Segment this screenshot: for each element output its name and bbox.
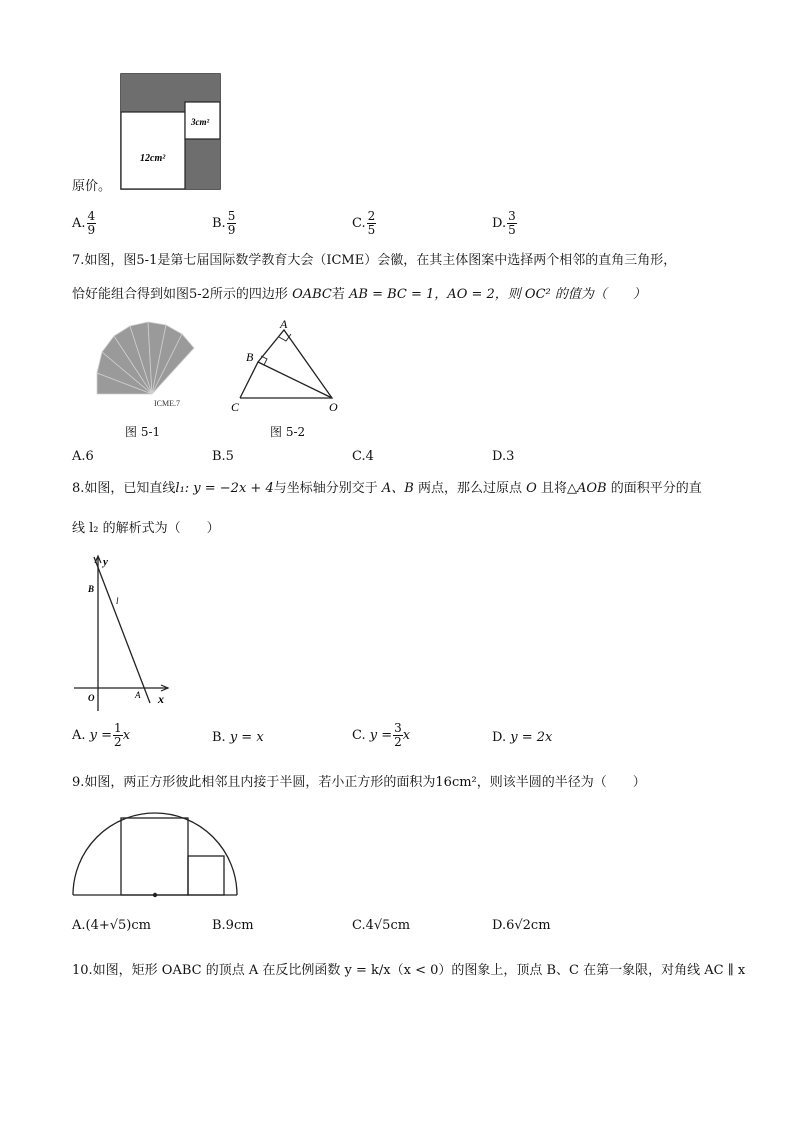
q8-graph (72, 553, 172, 715)
point-b-label: B (88, 584, 95, 594)
q8-option-d[interactable]: D. y = 2x (492, 730, 553, 745)
q6-tail-text: 原价。 (72, 179, 112, 194)
point-c-label: C (231, 400, 240, 414)
q9-option-a[interactable]: A.(4+√5)cm (72, 918, 151, 933)
quadrilateral-oabc (240, 330, 332, 398)
line-l1 (94, 557, 150, 703)
q6-figure (120, 73, 222, 190)
y-axis-label: y (103, 556, 108, 568)
large-square (121, 818, 188, 895)
q10-line1: 10.如图，矩形 OABC 的顶点 A 在反比例函数 y = k/x（x < 0）的图象上，顶点 B、C 在第一象限，对角线 AC ∥ x (72, 963, 746, 978)
q9-figure (72, 803, 238, 898)
small-square (188, 856, 224, 895)
q7-line2: 恰好能组合得到如图5-2所示的四边形 OABC若 AB = BC = 1，AO = 2，则 OC² 的值为（ ） (72, 287, 646, 302)
point-a-label: A (280, 317, 288, 331)
point-b-label: B (246, 350, 254, 364)
large-square-label: 12cm² (140, 153, 166, 164)
q8-option-c[interactable]: C. y = $\frac{3}{2}$ x (352, 721, 411, 749)
point-o-label: O (329, 400, 338, 414)
center-point (153, 893, 157, 897)
q8-line2: 线 l₂ 的解析式为（ ） (72, 521, 220, 536)
q9-option-d[interactable]: D.6√2cm (492, 918, 551, 933)
q7-fig2-caption: 图 5-2 (270, 425, 306, 439)
icme-label: ICME.7 (154, 399, 180, 408)
q8-option-b[interactable]: B. y = x (212, 730, 264, 745)
diagonal-bo (258, 362, 332, 398)
x-axis-label: x (158, 692, 164, 706)
q8-option-a[interactable]: A. y = $\frac{1}{2}$ x (72, 721, 131, 749)
right-dark-band (185, 139, 220, 189)
small-square-label: 3cm² (191, 117, 210, 127)
line-l-label: l (116, 596, 119, 606)
q7-option-b[interactable]: B.5 (212, 449, 234, 464)
q6-option-c[interactable]: C. $\frac{2}{5}$ (352, 209, 376, 237)
q6-option-b[interactable]: B. $\frac{5}{9}$ (212, 209, 236, 237)
semicircle-arc (73, 813, 237, 895)
q9-option-b[interactable]: B.9cm (212, 918, 254, 933)
q6-figure-svg (120, 73, 222, 190)
point-a-label: A (135, 690, 141, 700)
q6-option-a[interactable]: A. $\frac{4}{9}$ (72, 209, 96, 237)
q7-option-c[interactable]: C.4 (352, 449, 374, 464)
q7-line1: 7.如图，图5-1是第七届国际数学教育大会（ICME）会徽，在其主体图案中选择两个相邻的直角三角形， (72, 253, 677, 268)
q9-option-c[interactable]: C.4√5cm (352, 918, 411, 933)
q8-line1: 8.如图，已知直线l₁: y = −2x + 4与坐标轴分别交于 A、B 两点，那么过原点 O 且将△AOB 的面积平分的直 (72, 481, 702, 496)
large-square (121, 112, 185, 189)
q6-option-d[interactable]: D. $\frac{3}{5}$ (492, 209, 516, 237)
q7-option-a[interactable]: A.6 (72, 449, 94, 464)
q7-option-d[interactable]: D.3 (492, 449, 515, 464)
q7-figure-5-1 (92, 318, 202, 410)
q7-figure-5-2 (228, 316, 348, 416)
q9-line1: 9.如图，两正方形彼此相邻且内接于半圆，若小正方形的面积为16cm²，则该半圆的半径为（ ） (72, 775, 646, 790)
origin-label: O (88, 693, 95, 703)
q7-fig1-caption: 图 5-1 (125, 425, 161, 439)
